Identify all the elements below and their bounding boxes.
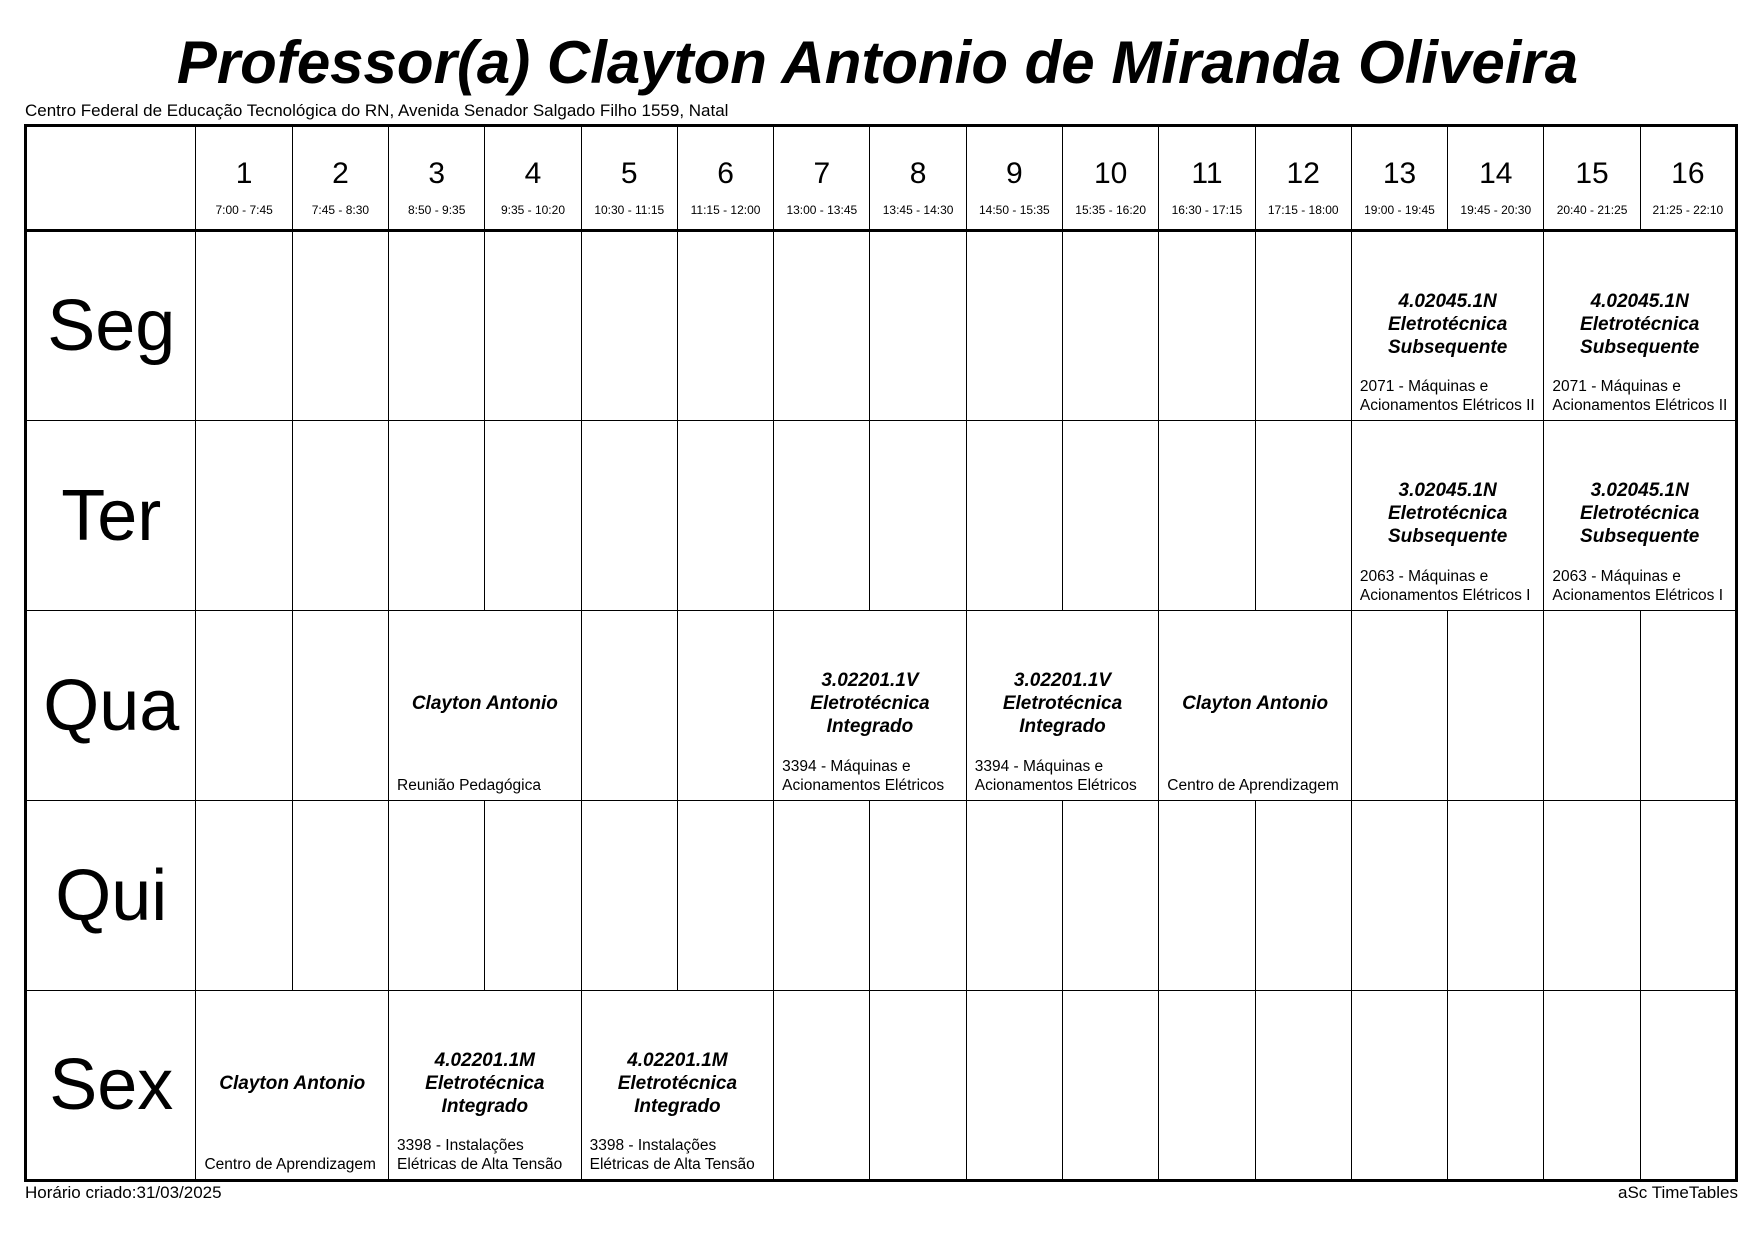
period-number: 8 <box>909 157 927 190</box>
lesson-modality: Subsequente <box>1387 337 1508 358</box>
lesson-heading <box>1548 290 1731 359</box>
lesson-modality: Subsequente <box>1580 337 1700 358</box>
day-name: Qua <box>26 611 196 801</box>
empty-slot <box>1255 421 1351 611</box>
empty-slot <box>1351 801 1447 991</box>
period-number: 3 <box>428 157 446 190</box>
period-header <box>966 126 1062 231</box>
period-time: 19:45 - 20:30 <box>1460 203 1532 217</box>
empty-slot <box>774 421 870 611</box>
lesson-heading <box>1548 479 1731 548</box>
empty-slot <box>966 991 1062 1181</box>
corner-cell <box>26 126 196 231</box>
lesson-cell[interactable] <box>581 991 774 1181</box>
empty-slot <box>870 801 966 991</box>
period-header <box>196 126 292 231</box>
lesson-heading <box>393 692 577 715</box>
lesson-heading <box>1356 290 1540 359</box>
period-time: 17:15 - 18:00 <box>1267 203 1339 217</box>
lesson-heading <box>1356 479 1540 548</box>
lesson-subject: 3398 - Instalações Elétricas de Alta Tensão <box>397 1137 563 1173</box>
period-number: 1 <box>235 157 253 190</box>
lesson-subject: Reunião Pedagógica <box>397 777 541 794</box>
empty-slot <box>389 801 485 991</box>
empty-slot <box>485 231 581 421</box>
day-name: Qui <box>26 801 196 991</box>
software-credit: aSc TimeTables <box>1618 1183 1738 1202</box>
empty-slot <box>1351 991 1447 1181</box>
lesson-cell[interactable] <box>1351 421 1544 611</box>
period-number: 10 <box>1093 157 1128 190</box>
lesson-cell[interactable] <box>389 611 582 801</box>
period-number: 15 <box>1575 157 1609 190</box>
lesson-class-code: 3.02201.1V <box>821 670 919 691</box>
period-number: 9 <box>1006 157 1023 190</box>
empty-slot <box>870 231 966 421</box>
empty-slot <box>581 421 677 611</box>
lesson-heading <box>586 1049 770 1118</box>
empty-slot <box>1448 991 1544 1181</box>
lesson-class-code: 4.02201.1M <box>434 1050 535 1071</box>
empty-slot <box>870 991 966 1181</box>
period-number: 16 <box>1671 157 1705 190</box>
lesson-course: Eletrotécnica <box>617 1073 738 1094</box>
period-header <box>1255 126 1351 231</box>
period-time: 9:35 - 10:20 <box>500 203 565 217</box>
empty-slot <box>774 801 870 991</box>
lesson-course: Eletrotécnica <box>1580 314 1700 335</box>
empty-slot <box>870 421 966 611</box>
empty-slot <box>581 801 677 991</box>
lesson-subject: Centro de Aprendizagem <box>204 1156 376 1173</box>
period-time: 7:00 - 7:45 <box>215 203 273 217</box>
empty-slot <box>774 231 870 421</box>
lesson-class-code: 3.02045.1N <box>1398 480 1497 501</box>
empty-slot <box>1640 611 1736 801</box>
period-number: 13 <box>1382 157 1417 190</box>
lesson-heading <box>778 669 962 738</box>
period-header <box>677 126 773 231</box>
lesson-course: Eletrotécnica <box>1387 503 1508 524</box>
empty-slot <box>1063 991 1159 1181</box>
period-header <box>1063 126 1159 231</box>
period-time: 8:50 - 9:35 <box>408 203 466 217</box>
day-row <box>26 231 1737 421</box>
empty-slot <box>1159 231 1255 421</box>
day-row <box>26 801 1737 991</box>
page-title: Professor(a) Clayton Antonio de Miranda Oliveira <box>176 29 1579 96</box>
period-header <box>1448 126 1544 231</box>
lesson-teacher: Clayton Antonio <box>219 1073 366 1094</box>
empty-slot <box>1159 801 1255 991</box>
lesson-class-code: 3.02045.1N <box>1590 480 1689 501</box>
lesson-subject: Centro de Aprendizagem <box>1167 777 1339 794</box>
empty-slot <box>292 231 388 421</box>
lesson-class-code: 4.02201.1M <box>627 1050 728 1071</box>
period-time: 13:45 - 14:30 <box>882 203 954 217</box>
lesson-modality: Integrado <box>1019 716 1106 737</box>
empty-slot <box>677 611 773 801</box>
lesson-modality: Subsequente <box>1387 526 1508 547</box>
period-number: 5 <box>620 157 638 190</box>
empty-slot <box>1255 991 1351 1181</box>
day-row <box>26 991 1737 1181</box>
empty-slot <box>485 421 581 611</box>
period-number: 11 <box>1191 157 1223 190</box>
period-header <box>774 126 870 231</box>
lesson-cell[interactable] <box>196 991 389 1181</box>
empty-slot <box>966 421 1062 611</box>
empty-slot <box>677 421 773 611</box>
period-time: 21:25 - 22:10 <box>1652 203 1724 217</box>
period-time: 13:00 - 13:45 <box>786 203 858 217</box>
period-header-row <box>26 126 1737 231</box>
lesson-teacher: Clayton Antonio <box>411 693 558 714</box>
lesson-subject: 2071 - Máquinas e Acionamentos Elétricos II <box>1552 378 1728 414</box>
period-number: 2 <box>332 157 349 190</box>
empty-slot <box>966 801 1062 991</box>
empty-slot <box>1255 801 1351 991</box>
created-date: Horário criado:31/03/2025 <box>25 1183 222 1202</box>
period-time: 19:00 - 19:45 <box>1364 203 1435 217</box>
empty-slot <box>389 231 485 421</box>
lesson-class-code: 3.02201.1V <box>1013 670 1112 691</box>
school-address: Centro Federal de Educação Tecnológica do RN, Avenida Senador Salgado Filho 1559, Natal <box>25 101 729 120</box>
lesson-modality: Subsequente <box>1580 526 1700 547</box>
period-header <box>1351 126 1447 231</box>
empty-slot <box>1351 611 1447 801</box>
period-time: 16:30 - 17:15 <box>1171 203 1243 217</box>
empty-slot <box>389 421 485 611</box>
lesson-course: Eletrotécnica <box>810 693 930 714</box>
period-header <box>870 126 966 231</box>
empty-slot <box>677 231 773 421</box>
period-header <box>485 126 581 231</box>
empty-slot <box>1544 991 1640 1181</box>
lesson-cell[interactable] <box>1544 231 1737 421</box>
lesson-course: Eletrotécnica <box>1002 693 1123 714</box>
day-name: Sex <box>26 991 196 1181</box>
empty-slot <box>196 611 292 801</box>
lesson-cell[interactable] <box>966 611 1159 801</box>
empty-slot <box>292 421 388 611</box>
period-time: 7:45 - 8:30 <box>311 203 370 217</box>
period-number: 7 <box>813 157 831 190</box>
lesson-modality: Integrado <box>826 716 914 737</box>
empty-slot <box>1159 421 1255 611</box>
lesson-subject: 2071 - Máquinas e Acionamentos Elétricos II <box>1359 378 1535 414</box>
period-number: 14 <box>1479 157 1513 190</box>
empty-slot <box>196 801 292 991</box>
lesson-course: Eletrotécnica <box>1387 314 1508 335</box>
period-number: 4 <box>524 157 542 190</box>
lesson-class-code: 4.02045.1N <box>1398 291 1497 312</box>
empty-slot <box>581 611 677 801</box>
empty-slot <box>1544 801 1640 991</box>
lesson-subject: 2063 - Máquinas e Acionamentos Elétricos I <box>1552 568 1723 604</box>
lesson-modality: Integrado <box>441 1096 529 1117</box>
period-header <box>581 126 677 231</box>
lesson-course: Eletrotécnica <box>425 1073 545 1094</box>
lesson-subject: 3394 - Máquinas e Acionamentos Elétricos <box>974 758 1137 794</box>
empty-slot <box>1159 991 1255 1181</box>
period-number: 12 <box>1286 157 1320 190</box>
lesson-cell[interactable] <box>389 991 582 1181</box>
lesson-cell[interactable] <box>1544 421 1737 611</box>
lesson-cell[interactable] <box>774 611 967 801</box>
empty-slot <box>1063 231 1159 421</box>
day-row <box>26 611 1737 801</box>
empty-slot <box>581 231 677 421</box>
day-row <box>26 421 1737 611</box>
lesson-subject: 3398 - Instalações Elétricas de Alta Tensão <box>589 1137 755 1173</box>
lesson-course: Eletrotécnica <box>1580 503 1700 524</box>
lesson-heading <box>971 669 1155 738</box>
period-header <box>1159 126 1255 231</box>
empty-slot <box>774 991 870 1181</box>
period-time: 10:30 - 11:15 <box>594 203 665 217</box>
period-time: 11:15 - 12:00 <box>690 203 761 217</box>
empty-slot <box>1063 801 1159 991</box>
period-time: 20:40 - 21:25 <box>1556 203 1628 217</box>
lesson-heading <box>1163 692 1347 715</box>
empty-slot <box>292 801 388 991</box>
lesson-subject: 2063 - Máquinas e Acionamentos Elétricos I <box>1359 568 1531 604</box>
day-name: Ter <box>26 421 196 611</box>
period-number: 6 <box>717 157 734 190</box>
lesson-cell[interactable] <box>1351 231 1544 421</box>
lesson-modality: Integrado <box>634 1096 721 1117</box>
empty-slot <box>966 231 1062 421</box>
empty-slot <box>196 231 292 421</box>
lesson-heading <box>393 1049 577 1118</box>
period-header <box>292 126 388 231</box>
lesson-teacher: Clayton Antonio <box>1182 693 1329 714</box>
empty-slot <box>1448 801 1544 991</box>
period-header <box>1544 126 1640 231</box>
timetable <box>24 124 1738 1182</box>
day-name: Seg <box>26 231 196 421</box>
period-time: 14:50 - 15:35 <box>979 203 1050 217</box>
empty-slot <box>1255 231 1351 421</box>
period-time: 15:35 - 16:20 <box>1075 203 1147 217</box>
empty-slot <box>1640 801 1736 991</box>
empty-slot <box>1448 611 1544 801</box>
period-header <box>389 126 485 231</box>
lesson-heading <box>200 1072 384 1095</box>
empty-slot <box>292 611 388 801</box>
lesson-class-code: 4.02045.1N <box>1590 291 1689 312</box>
empty-slot <box>1640 991 1736 1181</box>
empty-slot <box>677 801 773 991</box>
period-header <box>1640 126 1736 231</box>
empty-slot <box>1544 611 1640 801</box>
lesson-cell[interactable] <box>1159 611 1352 801</box>
empty-slot <box>1063 421 1159 611</box>
empty-slot <box>196 421 292 611</box>
empty-slot <box>485 801 581 991</box>
lesson-subject: 3394 - Máquinas e Acionamentos Elétricos <box>782 758 945 794</box>
